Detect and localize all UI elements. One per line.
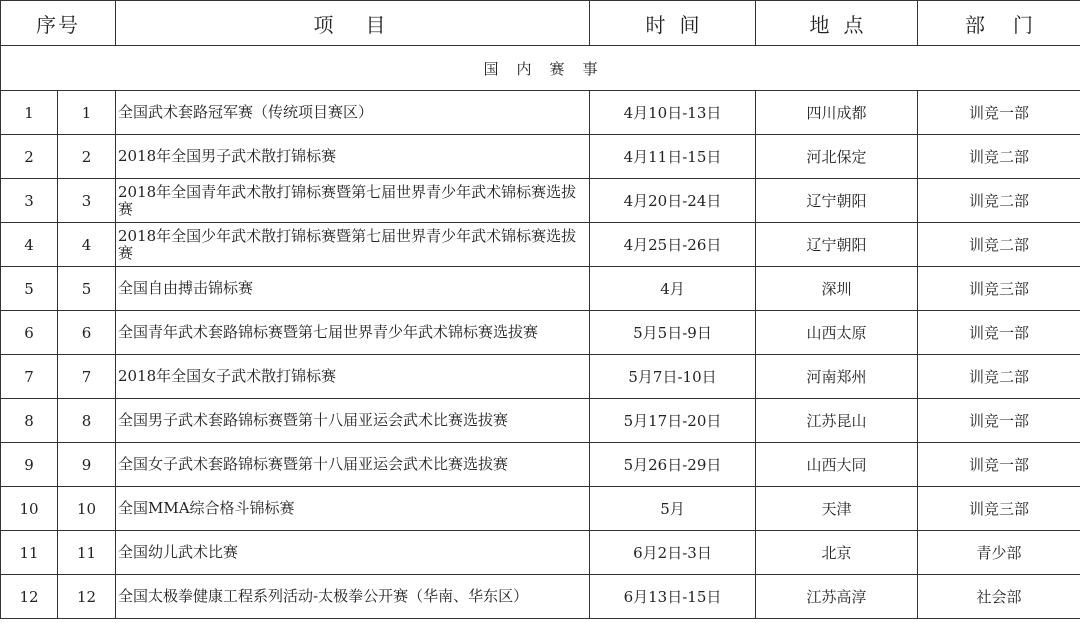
event-dept-cell: 训竞二部 bbox=[918, 135, 1080, 179]
section-row bbox=[1, 46, 1080, 91]
event-place-cell: 深圳 bbox=[756, 267, 918, 311]
event-time-cell: 4月20日-24日 bbox=[590, 179, 756, 223]
header-dept: 部门 bbox=[918, 1, 1080, 46]
event-time-cell: 6月2日-3日 bbox=[590, 531, 756, 575]
event-place-cell: 北京 bbox=[756, 531, 918, 575]
event-name-cell: 全国男子武术套路锦标赛暨第十八届亚运会武术比赛选拔赛 bbox=[116, 399, 590, 443]
event-place-cell: 山西大同 bbox=[756, 443, 918, 487]
event-dept-cell: 训竞二部 bbox=[918, 223, 1080, 267]
event-place-cell: 河南郑州 bbox=[756, 355, 918, 399]
row-number-cell: 11 bbox=[58, 531, 116, 575]
table-row bbox=[1, 575, 1080, 619]
table-row bbox=[1, 91, 1080, 135]
row-number-cell: 12 bbox=[58, 575, 116, 619]
table-row bbox=[1, 311, 1080, 355]
event-dept-cell: 训竞三部 bbox=[918, 487, 1080, 531]
event-name-cell: 全国武术套路冠军赛（传统项目赛区） bbox=[116, 91, 590, 135]
event-dept-cell: 社会部 bbox=[918, 575, 1080, 619]
row-number-cell: 10 bbox=[58, 487, 116, 531]
event-dept-cell: 训竞二部 bbox=[918, 355, 1080, 399]
row-index-cell: 11 bbox=[1, 531, 58, 575]
event-dept-cell: 训竞一部 bbox=[918, 311, 1080, 355]
event-time-cell: 5月 bbox=[590, 487, 756, 531]
table-row bbox=[1, 223, 1080, 267]
event-place-cell: 天津 bbox=[756, 487, 918, 531]
event-dept-cell: 训竞一部 bbox=[918, 91, 1080, 135]
row-number-cell: 8 bbox=[58, 399, 116, 443]
event-time-cell: 4月11日-15日 bbox=[590, 135, 756, 179]
event-time-cell: 4月25日-26日 bbox=[590, 223, 756, 267]
event-place-cell: 江苏昆山 bbox=[756, 399, 918, 443]
row-index-cell: 5 bbox=[1, 267, 58, 311]
row-number-cell: 9 bbox=[58, 443, 116, 487]
event-time-cell: 6月13日-15日 bbox=[590, 575, 756, 619]
event-place-cell: 江苏高淳 bbox=[756, 575, 918, 619]
event-place-cell: 辽宁朝阳 bbox=[756, 223, 918, 267]
row-index-cell: 10 bbox=[1, 487, 58, 531]
event-name-cell: 2018年全国男子武术散打锦标赛 bbox=[116, 135, 590, 179]
row-index-cell: 8 bbox=[1, 399, 58, 443]
row-index-cell: 4 bbox=[1, 223, 58, 267]
row-index-cell: 7 bbox=[1, 355, 58, 399]
row-number-cell: 1 bbox=[58, 91, 116, 135]
header-item: 项 目 bbox=[116, 1, 590, 46]
event-time-cell: 5月5日-9日 bbox=[590, 311, 756, 355]
row-index-cell: 6 bbox=[1, 311, 58, 355]
event-place-cell: 辽宁朝阳 bbox=[756, 179, 918, 223]
event-time-cell: 5月7日-10日 bbox=[590, 355, 756, 399]
row-number-cell: 2 bbox=[58, 135, 116, 179]
event-dept-cell: 训竞三部 bbox=[918, 267, 1080, 311]
row-number-cell: 5 bbox=[58, 267, 116, 311]
event-dept-cell: 训竞一部 bbox=[918, 399, 1080, 443]
row-number-cell: 3 bbox=[58, 179, 116, 223]
table-row bbox=[1, 399, 1080, 443]
row-index-cell: 9 bbox=[1, 443, 58, 487]
event-name-cell: 2018年全国女子武术散打锦标赛 bbox=[116, 355, 590, 399]
header-place: 地点 bbox=[756, 1, 918, 46]
table-row bbox=[1, 355, 1080, 399]
event-name-cell: 2018年全国少年武术散打锦标赛暨第七届世界青少年武术锦标赛选拔赛 bbox=[116, 223, 590, 267]
event-name-cell: 全国青年武术套路锦标赛暨第七届世界青少年武术锦标赛选拔赛 bbox=[116, 311, 590, 355]
row-number-cell: 4 bbox=[58, 223, 116, 267]
event-time-cell: 5月26日-29日 bbox=[590, 443, 756, 487]
header-seq: 序号 bbox=[1, 1, 116, 46]
table-row bbox=[1, 267, 1080, 311]
event-time-cell: 5月17日-20日 bbox=[590, 399, 756, 443]
event-name-cell: 全国幼儿武术比赛 bbox=[116, 531, 590, 575]
table-row bbox=[1, 179, 1080, 223]
row-index-cell: 12 bbox=[1, 575, 58, 619]
row-index-cell: 1 bbox=[1, 91, 58, 135]
header-row bbox=[1, 1, 1080, 46]
table-row bbox=[1, 135, 1080, 179]
table-row bbox=[1, 443, 1080, 487]
event-place-cell: 山西太原 bbox=[756, 311, 918, 355]
header-time: 时间 bbox=[590, 1, 756, 46]
table-row bbox=[1, 531, 1080, 575]
row-index-cell: 3 bbox=[1, 179, 58, 223]
section-title: 国内赛事 bbox=[1, 46, 1080, 91]
row-number-cell: 7 bbox=[58, 355, 116, 399]
event-dept-cell: 训竞二部 bbox=[918, 179, 1080, 223]
event-name-cell: 全国MMA综合格斗锦标赛 bbox=[116, 487, 590, 531]
event-time-cell: 4月 bbox=[590, 267, 756, 311]
row-index-cell: 2 bbox=[1, 135, 58, 179]
event-name-cell: 全国女子武术套路锦标赛暨第十八届亚运会武术比赛选拔赛 bbox=[116, 443, 590, 487]
event-place-cell: 河北保定 bbox=[756, 135, 918, 179]
event-name-cell: 全国太极拳健康工程系列活动-太极拳公开赛（华南、华东区） bbox=[116, 575, 590, 619]
event-dept-cell: 青少部 bbox=[918, 531, 1080, 575]
table-row bbox=[1, 487, 1080, 531]
row-number-cell: 6 bbox=[58, 311, 116, 355]
event-dept-cell: 训竞一部 bbox=[918, 443, 1080, 487]
event-name-cell: 全国自由搏击锦标赛 bbox=[116, 267, 590, 311]
event-place-cell: 四川成都 bbox=[756, 91, 918, 135]
event-time-cell: 4月10日-13日 bbox=[590, 91, 756, 135]
event-name-cell: 2018年全国青年武术散打锦标赛暨第七届世界青少年武术锦标赛选拔赛 bbox=[116, 179, 590, 223]
